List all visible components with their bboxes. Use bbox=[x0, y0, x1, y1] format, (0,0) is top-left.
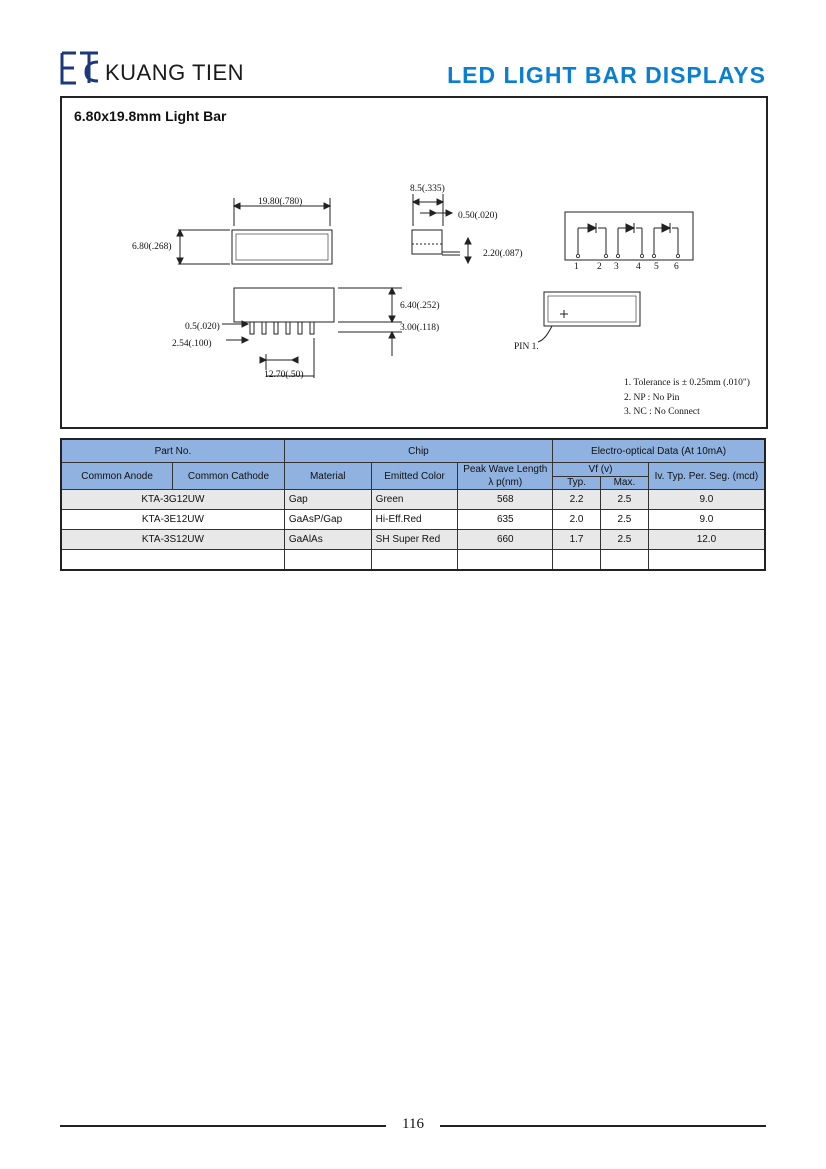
pin1-label: PIN 1. bbox=[514, 342, 539, 352]
top-view-body bbox=[544, 292, 640, 326]
cell-vf-typ: 1.7 bbox=[553, 530, 601, 550]
table-row bbox=[61, 490, 765, 510]
company-logo bbox=[60, 50, 100, 86]
pin-number: 2 bbox=[597, 262, 602, 272]
col-vf-max: Max. bbox=[600, 476, 648, 490]
document-title: LED LIGHT BAR DISPLAYS bbox=[447, 62, 766, 88]
cell-part: KTA-3S12UW bbox=[61, 530, 284, 550]
table-row-empty bbox=[61, 550, 765, 571]
pin-number: 4 bbox=[636, 262, 641, 272]
cell-material: Gap bbox=[284, 490, 371, 510]
cell-vf-typ: 2.2 bbox=[553, 490, 601, 510]
header-chip: Chip bbox=[284, 439, 552, 463]
note-1: 1. Tolerance is ± 0.25mm (.010") bbox=[624, 378, 750, 388]
circuit-schematic bbox=[565, 212, 693, 260]
dim-width: 19.80(.780) bbox=[258, 197, 303, 207]
col-peak-wave bbox=[458, 463, 553, 490]
brand-name: KUANG TIEN bbox=[105, 60, 245, 85]
cell-vf-max: 2.5 bbox=[600, 490, 648, 510]
page-number: 116 bbox=[402, 1116, 424, 1132]
cell-iv: 9.0 bbox=[648, 510, 765, 530]
col-common-anode: Common Anode bbox=[61, 463, 173, 490]
led-3 bbox=[654, 228, 678, 256]
cell-peak: 635 bbox=[458, 510, 553, 530]
drawing-frame bbox=[60, 96, 768, 429]
col-peak-wave-label: Peak Wave Length bbox=[463, 464, 548, 475]
col-vf: Vf (v) bbox=[553, 463, 649, 477]
note-2: 2. NP : No Pin bbox=[624, 393, 680, 403]
col-vf-typ: Typ. bbox=[553, 476, 601, 490]
dim-pitch: 2.54(.100) bbox=[172, 339, 212, 349]
cell-vf-typ: 2.0 bbox=[553, 510, 601, 530]
header-electro-optical: Electro-optical Data (At 10mA) bbox=[553, 439, 765, 463]
cell-iv: 9.0 bbox=[648, 490, 765, 510]
dim-pin-width-side: 0.50(.020) bbox=[458, 211, 498, 221]
side-view-body bbox=[412, 230, 442, 254]
led-2 bbox=[618, 228, 642, 256]
dim-body-height: 6.40(.252) bbox=[400, 301, 440, 311]
pin-number: 3 bbox=[614, 262, 619, 272]
pin-number: 1 bbox=[574, 262, 579, 272]
cell-color: SH Super Red bbox=[371, 530, 458, 550]
cell-peak: 568 bbox=[458, 490, 553, 510]
pin-number: 5 bbox=[654, 262, 659, 272]
footer-rule-left bbox=[60, 1125, 386, 1127]
bottom-view-body bbox=[234, 288, 334, 322]
note-3: 3. NC : No Connect bbox=[624, 407, 700, 417]
cell-material: GaAlAs bbox=[284, 530, 371, 550]
dim-pin-width: 0.5(.020) bbox=[185, 322, 220, 332]
cell-color: Green bbox=[371, 490, 458, 510]
table-row bbox=[61, 510, 765, 530]
cell-peak: 660 bbox=[458, 530, 553, 550]
cell-iv: 12.0 bbox=[648, 530, 765, 550]
spec-table bbox=[60, 438, 766, 571]
dim-height: 6.80(.268) bbox=[132, 242, 172, 252]
dim-pin-span: 12.70(.50) bbox=[264, 370, 304, 380]
dim-pin-length: 3.00(.118) bbox=[400, 323, 440, 333]
footer-rule-right bbox=[440, 1125, 766, 1127]
col-emitted-color: Emitted Color bbox=[371, 463, 458, 490]
col-material: Material bbox=[284, 463, 371, 490]
dimension-drawing bbox=[62, 98, 766, 427]
dim-standoff: 2.20(.087) bbox=[483, 249, 523, 259]
table-row bbox=[61, 530, 765, 550]
cell-color: Hi-Eff.Red bbox=[371, 510, 458, 530]
header-part-no: Part No. bbox=[61, 439, 284, 463]
cell-material: GaAsP/Gap bbox=[284, 510, 371, 530]
cell-part: KTA-3E12UW bbox=[61, 510, 284, 530]
dim-depth: 8.5(.335) bbox=[410, 184, 445, 194]
cell-part: KTA-3G12UW bbox=[61, 490, 284, 510]
section-title: 6.80x19.8mm Light Bar bbox=[74, 108, 227, 124]
cell-vf-max: 2.5 bbox=[600, 530, 648, 550]
col-peak-wave-unit: λ p(nm) bbox=[488, 477, 523, 488]
cell-vf-max: 2.5 bbox=[600, 510, 648, 530]
front-view-body bbox=[232, 230, 332, 264]
col-common-cathode: Common Cathode bbox=[173, 463, 285, 490]
pin-number: 6 bbox=[674, 262, 679, 272]
led-1 bbox=[578, 228, 606, 256]
col-iv: Iv. Typ. Per. Seg. (mcd) bbox=[648, 463, 765, 490]
